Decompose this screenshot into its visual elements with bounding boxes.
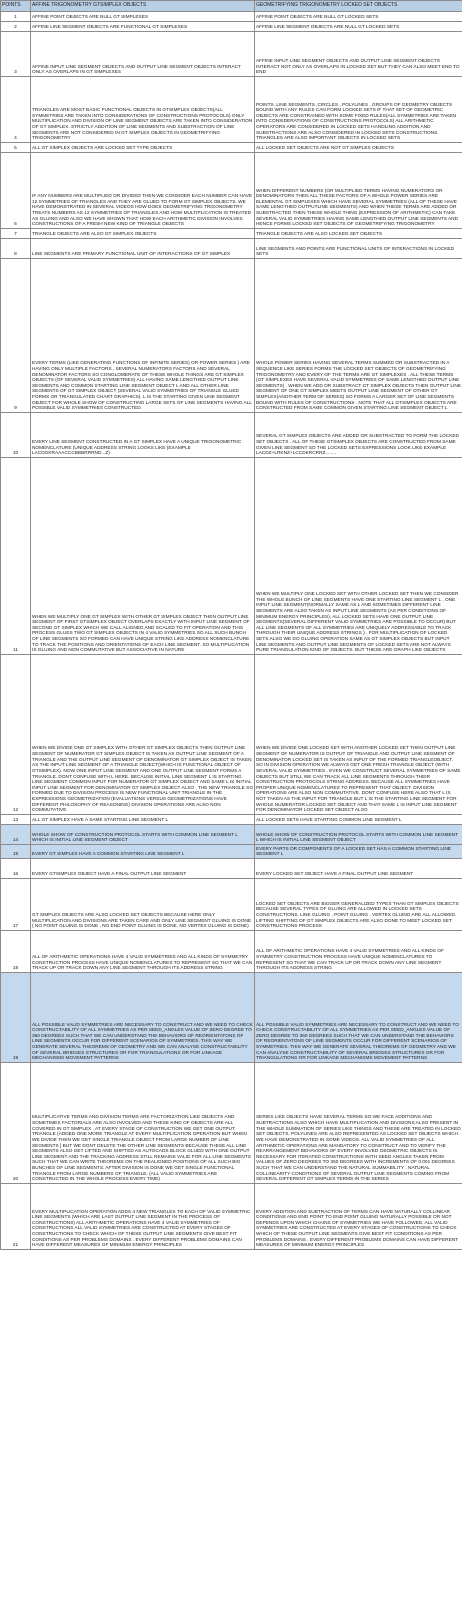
cell-locked-set[interactable]: TRIANGLE OBJECTS ARE ALSO LOCKED SET OBJECTS bbox=[255, 229, 462, 239]
cell-point-number[interactable]: 6 bbox=[1, 153, 31, 229]
cell-gtsimplex[interactable]: LINE SEGMENTS ARE PRIMARY FUNCTIONAL UNIT OF INTERACTIONS OF GT SIMPLEX bbox=[31, 239, 255, 259]
table-row bbox=[1, 879, 462, 931]
cell-point-number[interactable]: 4 bbox=[1, 77, 31, 143]
cell-point-number[interactable]: 15 bbox=[1, 845, 31, 859]
cell-gtsimplex[interactable]: EVERY GT SIMPLEX HAVE A COMMON STARTING LINE SEGMENT L bbox=[31, 845, 255, 859]
cell-gtsimplex[interactable]: AFFINE POINT OBJECTS ARE NULL GT SIMPLEXES bbox=[31, 12, 255, 22]
cell-locked-set[interactable]: AFFINE LINE SEGMENT OBJECTS ARE NULL GT LOCKED SETS bbox=[255, 22, 462, 32]
cell-point-number[interactable]: 5 bbox=[1, 143, 31, 153]
header-locked-set[interactable]: GEOMETRIFYING TRIGONOMETRY LOCKED SET OBJECTS bbox=[255, 1, 462, 12]
table-row bbox=[1, 655, 462, 815]
cell-gtsimplex[interactable]: MULTIPLICATIVE TERMS AND DIVISION TERMS ARE FACTORIZATION LIKE OBJECTS AND SOMETIMES FACTORIALS ARE ALSO INVOLVED AND THESE KIND OF OBJECTS ARE ALL COVERED IN GT SIMPLEX . AT EVERY STAGE OF CONSTRUCTION WE GET ONE OUTPUT TRIANGLE (ADDED ONE MORE TRIANGLE AT EVERY MULTIPLICATION OPERATION BUT WHEN WE DIVIDE THEN WE GET SINGLE TRIANGLE OBJECT FROM LARGE NUMBER OF LINE SEGMENTS ] BUT WE DONT DELETE THE OTHER LINE SEGMENTS BECAUSE THESE ALL LINE SEGMENTS ALSO GET LIFTED AND SHIFTED AS AUTOCADS BLOCK GLUED WITH ONE OUTPUT LINE SEGMENT AND THE TRACKING ADDRESS STILL REMAINS VALID FOR ALL LINE SEGMENTS SUCH THAT WE CAN WRITE THEOREMS ON THE REALIGNED POSITIONS OF ALL SUCH BIG BUNCHES OF LINE SEGMENTS. AFTER DIVISION IS DONE WE GET SINGLE FUNCTIONAL TRIANGLE FROM LARGE NUMBERS OF TRIANGLE. (ALL VALID SYMMETRIES ARE CONSTRUCTED IN THE WHOLE PROCESS EVERY TIME) bbox=[31, 1063, 255, 1184]
cell-gtsimplex[interactable]: ALL OF ARITHMETIC OPERATIONS HAVE 4 VALID SYMMETRIES AND ALL KINDS OF SYMMETRY CONSTRUCTION PROCESS HAVE UNIQUE NOMENCLATURES TO REPRESENT SO THAT WE CAN TRACK UP OR TRACK DOWN ANY LINE SEGMENT THROUGH ITS ADDRESS STRING bbox=[31, 931, 255, 973]
table-row bbox=[1, 859, 462, 879]
table-body bbox=[1, 12, 462, 1250]
cell-point-number[interactable]: 16 bbox=[1, 859, 31, 879]
cell-locked-set[interactable]: ALL OF ARITHMETIC OPERATIONS HAVE 4 VALID SYMMETRIES AND ALL KINDS OF SYMMETRY CONSTRUCTION PROCESS HAVE UNIQUE NOMENCLATURES TO REPRESENT SO THAT WE CAN TRACK UP OR TRACK DOWN ANY LINE SEGMENT THROUGH ITS ADDRESS STRING bbox=[255, 931, 462, 973]
table-row bbox=[1, 845, 462, 859]
table-row bbox=[1, 413, 462, 458]
cell-gtsimplex[interactable]: ALL GT SIMPLEX HAVE A SAME STARTING LINE SEGMENT L bbox=[31, 815, 255, 825]
cell-locked-set[interactable]: EVERY ADDITION AND SUBTRACTION OF TERMS CAN HAVE NATURALLY COLLINEAR CONDITIONS AND END POINT TO END POINT GLUING NATURALLY POSSIBLE OR NOT DEPENDS UPON WHICH CHAINS OF SYMMETRIES WE HAVE FOLLOWED. ALL VALID SYMMETRIES ARE CONSTRUCTED AT EVERY STAGES OF CONSTRUCTIONS TO CHECK WHICH OF THESE OUTPUT LINE SEGMENTS GIVE BEST FIT CONDITIONS AS PER PROBLEMS DOMAINS . EVERY DIFFERENT PROBLEMS DOMAINS CAN HAVE DIFFERENT MEASURES OF MINIMUM ENERGY PRINCIPLES bbox=[255, 1184, 462, 1250]
table-row bbox=[1, 458, 462, 655]
cell-point-number[interactable]: 8 bbox=[1, 239, 31, 259]
cell-point-number[interactable]: 9 bbox=[1, 259, 31, 413]
cell-point-number[interactable]: 17 bbox=[1, 879, 31, 931]
table-row bbox=[1, 12, 462, 22]
cell-point-number[interactable]: 21 bbox=[1, 1184, 31, 1250]
cell-gtsimplex[interactable]: EVERY MULTIPLICATION OPERATION ADDS 4 NEW TRIANGLES TO EACH OF VALID SYMMETRIC LINE SEGMENTS (WHICH ARE LAST OUTPUT LINE SEGMENT IN THE PROCESS OF CONSTRUCTIONS) ALL ARITHMETIC OPERATIONS HAVE 4 VALID SYMMETRIES OF CONSTRUCTIONS ALL VALID SYMMETRIES ARE CONSTRUCTED AT EVERY STAGES OF CONSTRUCTIONS TO CHECK WHICH OF THESE OUTPUT LINE SEGMENTS GIVE BEST FIT CONDITIONS AS PER PROBLEMS DOMAINS . EVERY DIFFERENT PROBLEMS DOMAINS CAN HAVE DIFFERENT MEASURES OF MINIMUM ENERGY PRINCIPLES bbox=[31, 1184, 255, 1250]
table-row bbox=[1, 1184, 462, 1250]
cell-locked-set[interactable]: POINTS ,LINE SEGMENTS ,CIRCLES , POLYLINES , GROUPS OF GEOMETRY OBJECTS BOUND WITH ANY RULES CAN FORM LOCKED SETS IF THAT SET OF GEOMETRIC OBJECTS ARE CONSTRAINED WITH SOME FIXED RULES(ALL SYMMETRIES ARE TAKEN INTO CONSIDERATIONS OF CONSTRUCTIONS PROTOCOLS) ALL ARITHMETIC OPERATORS ARE CONSIDERED IN LOCKED SETS HANDLING ADDITION AND SUBSTRACTIONS ARE ALSO CONSIDERED IN LOCKED SETS CONSTRUCTIONS. TRIANGLES ARE ALSO IMPORTANT OBJECTS IN LOCKED SETS bbox=[255, 77, 462, 143]
cell-gtsimplex[interactable]: TRIANGLES ARE MOST BASIC FUNCTIONAL OBJECTS IN GTSIMPLEX OBJECTS(ALL SYMMETRIES ARE TAKEN INTO CONSIDERATIONS OF CONSTRUCTIONS PROTOCOLS) ONLY MULTIPLICATION AND DIVISION OF LINE SEGMENT OBJECTS ARE TAKEN INTO CONSIDERATION OF GT SIMPLEX. STRICTLY ADDITION OF LINE SEGMENTS AND SUBSTRACTION OF LINE SEGMENTS ARE NOT CONSIDERED IN GT SIMPLEX OBJECTS IN GEOMETRIFYING TRIGONOMETRY bbox=[31, 77, 255, 143]
cell-point-number[interactable]: 3 bbox=[1, 32, 31, 77]
cell-gtsimplex[interactable]: AFFINE INPUT LINE SEGMENT OBJECTS AND OUTPUT LINE SEGMENT OBJECTS INTERACT ONLY AS OVERLAPS IN GT SIMPLEXES bbox=[31, 32, 255, 77]
cell-gtsimplex[interactable]: WHEN WE MULTIPLY ONE GT SIMPLEX WITH OTHER GT SIMPLEX OBJECT THEN OUTPUT LINE SEGMENT OF FIRST GTSIMPLEX OBJECT OVERLAPS EXACTLY WITH INPUT LINE SEGMENT OF SECOND GT SIMPLEX WHICH WE CALL ALIGNED AND SCALED TO FIT OPERATION AND THIS PROCESS GLUES TWO GT SIMPLEX OBJECTS IN 4 VALID SYMMETRIES SO ALL SUCH BUNCH OF LINE SEGMENTS SO FORMED CAN HAVE UNIQUE STRING LIKE ADDRESS NOMENCLATURE TO TRACK THE POSITIONS AND ORIENTATIONS OF EACH LINE SEGMENT. SO MULTIPLICATION IS GLUING AND NON COMMUTATIVE BUT ASSOCIATIVE IN NATURE bbox=[31, 458, 255, 655]
table-row bbox=[1, 77, 462, 143]
cell-point-number[interactable]: 20 bbox=[1, 1063, 31, 1184]
cell-locked-set[interactable]: ALL LOCKED SET OBJECTS ARE NOT GT SIMPLEX OBJECTS bbox=[255, 143, 462, 153]
cell-point-number[interactable]: 13 bbox=[1, 815, 31, 825]
cell-point-number[interactable]: 2 bbox=[1, 22, 31, 32]
header-points[interactable]: POINTS bbox=[1, 1, 31, 12]
cell-locked-set[interactable]: LOCKED SET OBJECTS ARE BIGGER GENERALIZED TYPES THAN GT SIMPLEX OBJECTS BECAUSE SEVERAL TYPES OF GLUING ARE ALLOWED IN LOCKED SETS CONSTRUCTIONS. LINE GLUING , POINT GLUING , VERTEX GLUING ARE ALL ALLOWED. LIFTING SHIFTING OF GT SIMPLEX OBJECTS ARE ALSO DONE TO MEET LOCKED SET CONSTRUCTIONS PROCESS bbox=[255, 879, 462, 931]
cell-locked-set[interactable]: LINE SEGMENTS AND POINTS ARE FUNCTIONAL UNITS OF INTERACTIONS IN LOCKED SETS bbox=[255, 239, 462, 259]
cell-locked-set[interactable]: WHEN DIFFERENT NUMBERS (OR MULTIPLIED TERMS HAVING NUMERATORS OR DENOMINATORS THEN ALL THESE FACTORS OF A WHOLE POWER SERIES ARE ELEMENTAL GT SIMPLEXES WHICH HAVE SEVERAL SYMMETRIES (ALL OF THESE HAVE SAME LENGTHED OUTPUTLINE SEGMENTS) AND WHEN THESE TERMS ARE ADDED OR SUBSTRACTED THEN THESE WHOLE THING (EXPRESSION OF ARITHMETIC) CAN TAKE SEVERAL VALID SYMMETRIES HAVING SAME LENGTHED OUTPUT LINE SEGMENTS AND HENCE FORMS LOCKED SET OBJECTS OF GEOMETRIFYING TRIGONOMETRY bbox=[255, 153, 462, 229]
table-row bbox=[1, 931, 462, 973]
header-row bbox=[1, 1, 462, 12]
table-row bbox=[1, 825, 462, 845]
cell-locked-set[interactable]: WHOLE POWER SERIES HAVING SEVERAL TERMS SUMMED OR SUBSTRACTED IN A SEQUENCE LIKE SERIES FORMS THE LOCKED SET OBJECTS OF GEOMETRIFYING TRIGONOMETRY AND EVERY OF THE TERMS ARE GT SIMPLEXES . ALL THESE TERMS (GT SIMPLEXES HAVE SEVERAL VALID SYMMETRIES OF SAME LENGTHED OUTPUT LINE SEGMENTS) . WHEN WE ADD OR SUBSTRACT GT SIMPLEX OBJECTS THEN OUTPUT LINE SEGMENT OF ONE GT SIMPLEX MEETS OUTPUT LINE SEGMENT OF OTHER GT SIMPLEX(ANOTHER TERM OF SERIES) SO FORMS A LARGER SET OF LINE SEGMENTS BOUND WITH RULES OF CONSTRUCTIONS . NOTE THAT ALL GTSIMPLEX OBJECTS ARE CONSTRUCTED FROM SAME COMMON GIVEN STARTING LINE SEGMENT OBJECT L bbox=[255, 259, 462, 413]
cell-gtsimplex[interactable]: WHEN WE DIVIDE ONE GT SIMPLEX WITH OTHER GT SIMPLEX OBJECTS THEN OUTPUT LINE SEGMENT OF NUMERATOR GT SIMPLEX OBJECT IS TAKEN AS OUTPUT LINE SEGMENT OF A TRIANGLE AND THE OUTPUT LINE SEGMENT OF DENOMINATOR GT SIMPLEX OBJECT IS TAKEN AS THE INPUT LINE SEGMENT OF A TRIANGLE OBJECT(WHICH IS FUNCTIONAL OBJECT OF GTSIMPLEX). NOW ONE INPUT LINE SEGMENT AND ONE OUTPUT LINE SEGMENT FORMS A TRIANGLE. DONT CONFUSE WITH L HERE. BECAUSE INITIAL LINE SEGMENT L IS STARTING LINE SEGMENT COMMON INPUT FOR NUMERATOR GT SIMPLEX OBJECT AND SAME L IS INITIAL INPUT LINE SEGMENT FOR DENOMINATOR GT SIMPLEX OBJECT ALSO . THE NEW TRIANGLE SO FORMED DUE TO DIVISION PROCESS IS NEW FUNCTIONAL UNIT TRIANGLE IN THE EXPRESSIONS GEOMETRIZATION (EVALUATIONS VERSUS GEOMETRIZATIONS HAVE DIFFERENT PHILOSOPHY OF REASONING) DIVISION OPERATIONS ARE ALSO NON COMMUTATIVE bbox=[31, 655, 255, 815]
cell-gtsimplex[interactable]: IF ANY NUMBERS ARE MULTIPLIED OR DIVIDED THEN WE CONSIDER EACH NUMBER CAN HAVE 12 SYMMETRIES OF TRIANGLES AND THEY ARE GLUED TO FORM GT SIMPLEX OBJECTS. WE HAVE DEMONSTRATED IN SEVERAL VIDEOS HOW DOES GEOMETRIFYING TRIGONOMETRY TREATS NUMBERS AS 12 SYMMETRIES OF TRIANGLES AND HOW MULTIPLICATION IS TREATED AS GLUING AND ALSO WE HAVE SHOWN THAT HOW EACH ARITHMETIC DIVISION INVOLVES CONSTRUCTIONS OF A FRESH NEW KIND OF TRIANGLE OBJECTS bbox=[31, 153, 255, 229]
cell-locked-set[interactable]: ALL POSSIBLE VALID SYMMETRIES ARE NECESSARY TO CONSTRUCT AND WE NEED TO CHECK CONSTRUCTABILITY OF ALL SYMMETRIES AS PER SEED_ANGLES VALUE OF ZERO DEGREE TO 360 DEGREES SUCH THAT WE CAN UNDERSTAND THE BEHAVIORS OF REORIENTATONS OF LINE SEGMENTS OCCUR FOR DIFFERENT SCENARIOS OF SYMMETRIES. THIS WAY WE GENERATE SEVERAL THEOREMS OF GEOMETRY AND WE CAN ANALYSE CONSTRUCTABILITY OF SEVERAL BRIDGES STRUCTURES OR FOR TRIANGULATIONS OR FOR LINKAGE MECHANISMS MOVEMENT PATTERNS bbox=[255, 973, 462, 1063]
cell-point-number[interactable]: 19 bbox=[1, 973, 31, 1063]
cell-locked-set[interactable]: EVERY PARTS OR COMPONENTS OF A LOCKED SET HAS A COMMON STARTING LINE SEGMENT L bbox=[255, 845, 462, 859]
cell-point-number[interactable]: 1 bbox=[1, 12, 31, 22]
cell-point-number[interactable]: 14 bbox=[1, 825, 31, 845]
cell-locked-set[interactable]: WHEN WE MULTIPLY ONE LOCKED SET WITH OTHER LOCKED SET THEN WE CONSIDER THE WHOLE BUNCH OF LINE SEGMENTS HAVE ONE STARTING LINE SEGMENT L , ONE INPUT LINE SEGMENT(NORMALLY SAME AS L AND SOMETIMES DIFFERENT LINE SEGMENTS ARE ALSO TAKEN AS INPUT LINE SEGMENTS (AS PER CONDITIONS OF MINIMUM ENERGY PRINCIPLES), ALL LOCKED SETS HAVE ONE OUTPUT LINE SEGMENTS(SEVERAL DIFFERENT VALID SYMMETRIES ARE POSSIBLE TO OCCUR) BUT ALL LINE SEGMENTS OF ALL SYMMETRIES ARE UNIQUELY ADDRESSABLE TO TRACK THROUGH THEIR UNIQUE ADDRESS STRINGS ) . FOR MULTIPLICATION OF LOCKED SETS ALSO WE DO GLUING OPERATION SAME AS GT SIMPLEX OBJECTS BUT INPUT LINE SEGMENTS AND OUTPUT LINE SEGMENTS OF LOCKED SETS ARE NOT ALWAYS PURE TRIANGULATION KIND OF OBJECTS. BUT THESE ARE GRAPH LIKE OBJECTS bbox=[255, 458, 462, 655]
cell-locked-set[interactable]: AFFINE INPUT LINE SEGMENT OBJECTS AND OUTPUT LINE SEGMENT OBJECTS INTERACT NOT ONLY AS OVERLAPS IN LOCKED SET BUT THEY CAN ALSO MEET END TO END bbox=[255, 32, 462, 77]
cell-point-number[interactable]: 7 bbox=[1, 229, 31, 239]
cell-gtsimplex[interactable]: TRIANGLE OBJECTS ARE ALSO GT SIMPLEX OBJECTS bbox=[31, 229, 255, 239]
cell-locked-set[interactable]: WHOLE SHOW OF CONSTRUCTION PROTOCOL STARTS WITH COMMON LINE SEGMENT L WHICH IS INITIAL LINE SEGMENT OBJECT bbox=[255, 825, 462, 845]
table-row bbox=[1, 143, 462, 153]
table-header bbox=[1, 1, 462, 12]
cell-locked-set[interactable]: SEVERAL GT SIMPLEX OBJECTS ARE ADDED OR SUBSTRACTED TO FORM THE LOCKED SET OBJECTS . ALL OF THESE GTSIMPLEX OBJECTS ARE CONSTRUCTED FROM SAME GIVEN LINE SEGMENT SO THE LOCKED SETS EXPRESSIONS LOOK LIKE EXAMPLE LACDZ+LRKNZ+LCCDKRCRRZ........ bbox=[255, 413, 462, 458]
header-gtsimplex[interactable]: AFFINE TRIGONOMETRY GTSIMPLEX OBJECTS bbox=[31, 1, 255, 12]
table-row bbox=[1, 815, 462, 825]
cell-gtsimplex[interactable]: EVERY GTSIMPLEX OBJECT HAVE A FINAL OUTPUT LINE SEGMENT bbox=[31, 859, 255, 879]
cell-point-number[interactable]: 10 bbox=[1, 413, 31, 458]
cell-gtsimplex[interactable]: EVERY LINE SEGMENT CONSTRUCTED IN A GT SIMPLEX HAVE A UNIQUE TRIGONOMETRIC NOMENCLATURE (UNIQUE ADDRESS STRING LOOKS LIKE (EXAMPLE LACDGKRAAACCCBBBRRRND...Z) bbox=[31, 413, 255, 458]
cell-gtsimplex[interactable]: GT SIMPLEX OBJECTS ARE ALSO LOCKED SET OBJECTS BECAUSE HERE ONLY MULTIPLICATION AND DIVISIONS ARE TAKEN CARE AND ONLY LINE SEGMENT GLUING IS DONE ( NO POINT GLUING IS DONE , NO END POINT GLUING IS DONE, NO VERTEX GLUING IS DONE) bbox=[31, 879, 255, 931]
table-row bbox=[1, 22, 462, 32]
cell-gtsimplex[interactable]: ALL POSSIBLE VALID SYMMETRIES ARE NECESSARY TO CONSTRUCT AND WE NEED TO CHECK CONSTRUCTABILITY OF ALL SYMMETRIES AS PER SEED_ANGLES VALUE OF ZERO DEGREE TO 360 DEGREES SUCH THAT WE CAN UNDERSTAND THE BEHAVIORS OF REORIENTATONS OF LINE SEGMENTS OCCUR FOR DIFFERENT SCENARIOS OF SYMMETRIES. THIS WAY WE GENERATE SEVERAL THEOREMS OF GEOMETRY AND WE CAN ANALYSE CONSTRUCTABILITY OF SEVERAL BRIDGES STRUCTURES OR FOR TRIANGULATIONS OR FOR LINKAGE MECHANISMS MOVEMENT PATTERNS bbox=[31, 973, 255, 1063]
cell-locked-set[interactable]: AFFINE POINT OBJECTS ARE NULL GT LOCKED SETS bbox=[255, 12, 462, 22]
cell-locked-set[interactable]: ALL LOCKED SETS HAVE STARTING COMMON LINE SEGMENT L bbox=[255, 815, 462, 825]
cell-locked-set[interactable]: EVERY LOCKED SET OBJECT HAVE A FINAL OUTPUT LINE SEGMENT bbox=[255, 859, 462, 879]
cell-point-number[interactable]: 18 bbox=[1, 931, 31, 973]
table-row bbox=[1, 259, 462, 413]
cell-point-number[interactable]: 11 bbox=[1, 458, 31, 655]
cell-point-number[interactable]: 12 bbox=[1, 655, 31, 815]
table-row bbox=[1, 32, 462, 77]
cell-locked-set[interactable]: WHEN WE DIVIDE ONE LOCKED SET WITH ANOTHER LOCKED SET THEN OUTPUT LINE SEGMENT OF NUMERATOR IS OUTPUT OF TRIANGLE AND OUTPUT LINE SEGMENT OF DENOMINATOR LOCKED SET IS TAKEN AS INPUT OF THE FORMED TRIANGLEOBJECT. SO IN DIVISION OPERATION WE ALWAYS GET ONE FRESH TRIANGLE OBJECT (WITH SEVERAL VALID SYMMETRIES . EVEN WE CONSTRUCT SEVERAL SYMMETRIES OF SAME OBJECTS BUT STILL WE CAN TRACK ALL LINE SEGMENTS THROUGH THEIR CONSTRUCTION PROTOCOLS STRING ADDRESS. BECAUSE ALL SYMMETRIES HAVE PROPER UNIQUE NOMENCLATURES TO REPRESENT THAT OBJECT. DIVISION OPERATIONS ARE ALSO NON COMMUTATIVE. DONT CONFUSE HERE ALSO THAT L IS NOT TAKEN AS THE INPUT FOR TRIANGLE BUT L IS THE STARTING LINE SEGMENT FOR WHOLE NUMERATOR LOCKED SET OBJECT AND THAT SAME L IS INPUT LINE SEGMENT FOR DENOMINATOR LOCKED SET OBJECT ALSO bbox=[255, 655, 462, 815]
cell-locked-set[interactable]: SERIES LIKE OBJECTS HAVE SEVERAL TERMS SO WE FACE ADDITIONS AND SUBTRACTIONS ALSO WHICH HAVE MULTIPLICATION AND DIVISIONS ALSO PRESENT IN THE WHOLE SUMMATION OF SERIES LIKE THINGS AND THESE ARE TREATED IN LOCKED SET OBJECTS. POLYLINES ARE ALSO REPRESENTED AS LOCKED SET OBJECTS WHICH WE HAVE DEMONSTRATED IN SOME VIDEOS. ALL VALID SYMMETRIES OF ALL ARITHMETIC OPERATIONS ARE MANDATORY TO CONSTRUCT AND TO VERIFY THE REARRANGEMENT BEHAVIORS OF EVERY INVOLVED GEOMETRIC OBJECTS IS NECESSARY FOR ITERATED CONSTRUCTIONS WITH SEED ANGLES TAKEN FROM VALUES OF ZERO DEGREES TO 360 DEGREES WITH INCREMENTS OF 0.001 DEGREES SUCH THAT WE CAN UNDERSTAND THE NATURAL SUMMABILITY , NATURAL COLLINEARITY CONDITIONS OF SEVERAL OUTPUT LINE SEGMENTS COMING FROM SEVERAL DIFFERENT GT SIMPLEX TERMS IN THE SERIES bbox=[255, 1063, 462, 1184]
table-row bbox=[1, 973, 462, 1063]
cell-gtsimplex[interactable]: AFFINE LINE SEGMENT OBJECTS ARE FUNCTIONAL GT SIMPLEXES bbox=[31, 22, 255, 32]
cell-gtsimplex[interactable]: WHOLE SHOW OF CONSTRUCTION PROTOCOL STARTS WITH COMMON LINE SEGMENT L WHICH IS INITIAL LINE SEGMENT OBJECT bbox=[31, 825, 255, 845]
table-row bbox=[1, 1063, 462, 1184]
table-row bbox=[1, 153, 462, 229]
table-row bbox=[1, 239, 462, 259]
cell-gtsimplex[interactable]: EVERY TERMS (LIKE GENERATING FUNCTIONS OF INFINITE SERIES) OR POWER SERIES ) ARE HAVING ONLY MULTIPLE FACTORS , SEVERAL NUMERATORS FACTORS AND SEVERAL DENOMINATOR FACTORS SO CONGLOMERATE OF THESE WHOLE THINGS ARE GT SIMPLEX OBJECTS (OF SEVERAL VALID SYMMETRIES) ALL HAVING SAME LENGTHED OUTPUT LINE SEGMENTS AND COMMON STARTING LINE SEGMENT OBJECT L AND ALL OTHER LINE SEGMENTS OF GT SIMPLEX OBJECT (SEVERAL VALID SYMMETRIES OF TRIANGLE GLUED FORMS OR TRIANGULATED CHART GRAPHICS). L IS THE STARTING GIVEN LINE SEGMENT OBJECT FOR WHOLE SHOW OF CONSTRUCTING LARGE SETS OF LINE SEGMENTS HAVING ALL POSSIBLE VALID SYMMETRIES CONSTRUCTED. bbox=[31, 259, 255, 413]
table-row bbox=[1, 229, 462, 239]
cell-gtsimplex[interactable]: ALL GT SIMPLEX OBJECTS ARE LOCKED SET TYPE OBJECTS bbox=[31, 143, 255, 153]
